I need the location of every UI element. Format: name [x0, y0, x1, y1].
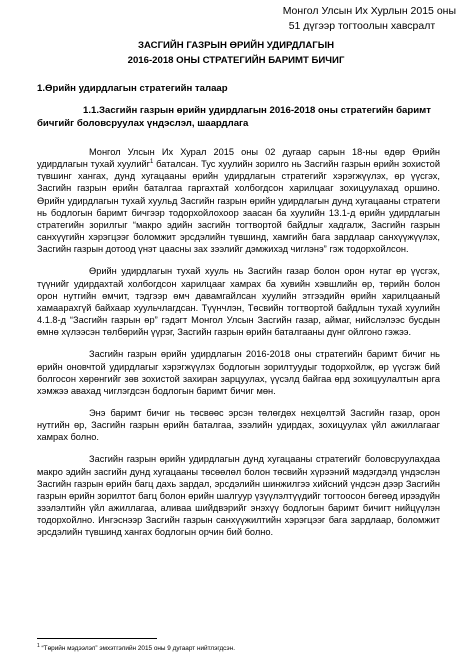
- paragraph-1-part2: баталсан. Тус хуулийн зорилго нь Засгийн газрын өрийн зохистой түвшинг хангах, дунд хугацааны өрийн удирдлагын стратегийг хэрэгжүүлэх, өр үүсгэх, Засгийн газрын өрийн баталгаа гаргахтай холбогдсон харилцааг зохицуулахад оршино. Өрийн удирдлагын тухай хуульд Засгийн газрын өрийн удирдлагын дунд хугацааны стратеги нь бодлогын баримт бичгээр тодорхойлохоор заасан ба хуулийн 13.1-д өрийн удирдлагын стратегийн зорилгыг “макро эдийн засгийн тогтвортой байдлыг хадгалж, Засгийн газрын санхүүгийн хэрэгцээг боломжит эрсдэлийн түвшинд, хамгийн бага зардлаар санхүүжүүлэх, Засгийн газрын дотоод үнэт цаасны зах зээлийг дэмжихэд чиглэнэ” гэж тодорхойлсон.: [37, 159, 440, 255]
- section-heading-1-1: 1.1.Засгийн газрын өрийн удирдлагын 2016-2018 оны стратегийн баримт бичгийг боловсруулах үндэслэл, шаардлага: [37, 105, 431, 129]
- footnote-divider: [37, 638, 157, 639]
- paragraph-1-part1: Монгол Улсын Их Хурал 2015 оны 02 дугаар сарын 18-ны өдөр Өрийн удирдлагын тухай хуулийг: [37, 147, 440, 170]
- document-title-line2: 2016-2018 ОНЫ СТРАТЕГИЙН БАРИМТ БИЧИГ: [127, 55, 345, 66]
- paragraph-5: Засгийн газрын өрийн удирдлагын дунд хугацааны стратегийг боловсруулахдаа макро эдийн засгийн дунд хугацааны төсөөлөл болон төсвийн хүрээний мэдэгдэлд үндэслэн Засгийн газрын өрийн багц дахь зардал, эрсдэлийн шинжилгээ хийсний үндсэн дээр Засгийн газрын өрийн зорилтот багц болон өрийн шалгуур үзүүлэлтүүдийг тогтоосон бөгөөд ирээдүйн зээлэлтийн үйл ажиллагаа, аливаа шийдвэрийг энэхүү бодлогын баримт бичигт нийцүүлэн тодорхойлно. Ингэснээр Засгийн газрын санхүүжилтийн хэрэгцээг бага зардлаар, боломжит эрсдэлийн түвшинд хангах бодлогын орчин бий болно.: [37, 454, 440, 538]
- paragraph-1: [37, 146, 440, 255]
- footnote-number: 1: [37, 642, 40, 649]
- section-heading-1: 1.Өрийн удирдлагын стратегийн талаар: [37, 83, 228, 94]
- header-note-line1: Монгол Улсын Их Хурлын 2015 оны: [282, 5, 456, 17]
- footnote-reference: 1: [150, 159, 154, 166]
- header-note-line2: 51 дүгээр тогтоолын хавсралт: [288, 20, 436, 32]
- footnote: [37, 644, 235, 653]
- paragraph-3: Засгийн газрын өрийн удирдлагын 2016-2018 оны стратегийн баримт бичиг нь өрийн оновчтой удирдлагыг хэрэгжүүлэх бодлогын зорилтуудыг тодорхойлж, өр үүсгэж бий болгосон хөрөнгийг зөв зохистой захиран зарцуулах, үүсэлд байгаа өрд зохицуулалтын арга хэмжээ авахад чиглэгдсэн бодлогын баримт бичиг мөн.: [37, 349, 440, 396]
- footnote-text: “Төрийн мэдээлэл” эмхэтгэлийн 2015 оны 9 дугаарт нийтлэгдсэн.: [39, 645, 236, 652]
- paragraph-2: Өрийн удирдлагын тухай хууль нь Засгийн газар болон орон нутаг өр үүсгэх, түүнийг удирдахтай холбогдсон харилцааг хамрах ба хувийн хэвшлийн өр, төрийн болон орон нутгийн өмчит, тэдгээр өмч давамгайлсан хуулийн этгээдийн өрийн харилцааный хамаарахгүй байхаар хуульчлагдсан. Түүнчлэн, Төсвийн тогтвортой байдлын тухай хуулийн 4.1.8-д “Засгийн газрын өр” гэдэгт Монгол Улсын Засгийн газар, аймаг, нийслэлээс бусдын өмнө хүлээсэн төлбөрийн үүрэг, Засгийн газрын өрийн баталгааны дүнг ойлгоно гэжээ.: [37, 266, 440, 338]
- document-title-line1: ЗАСГИЙН ГАЗРЫН ӨРИЙН УДИРДЛАГЫН: [137, 40, 335, 51]
- document-title: [0, 38, 472, 68]
- document-body: [37, 146, 440, 549]
- paragraph-4: Энэ баримт бичиг нь төсвөөс эрсэн төлөгдөх нехцөлтэй Засгийн газар, орон нутгийн өр, Засгийн газрын өрийн баталгаа, зээлийн удирдах, зохицуулах үйл ажиллагааг хамрах болно.: [37, 407, 440, 443]
- header-note: [283, 4, 456, 34]
